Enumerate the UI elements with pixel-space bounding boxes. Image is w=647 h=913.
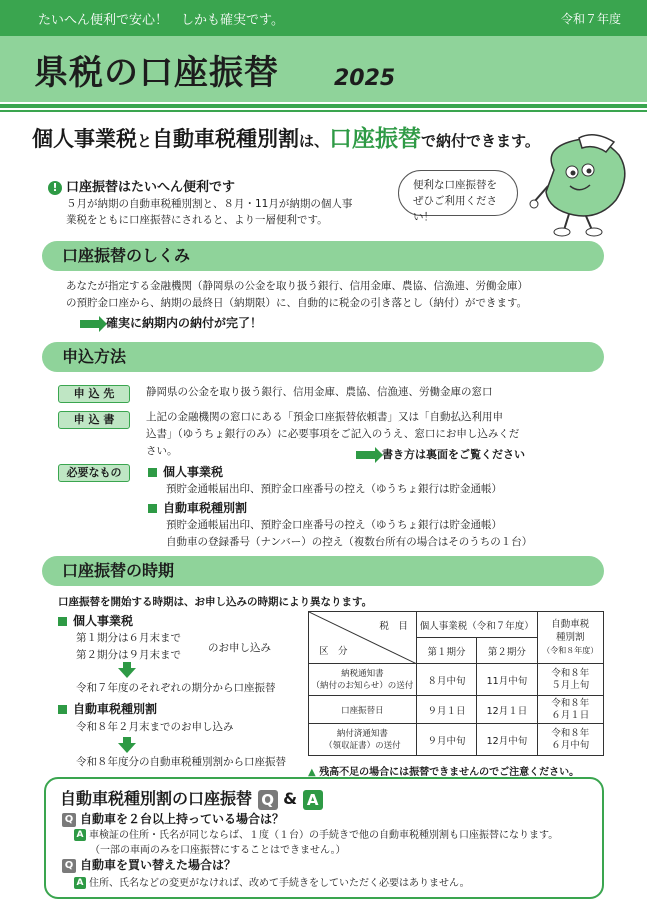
cell: ９月中旬 [416,724,476,756]
q-icon: Q [258,790,278,810]
need-car-line: 預貯金通帳届出印、預貯金口座番号の控え（ゆうちょ銀行は貯金通帳） [166,519,502,531]
mechanism-line: の預貯金口座から、納期の最終日（納期限）に、自動的に税金の引き落とし（納付）ができます。 [66,297,528,309]
cell-line: ６月中旬 [551,739,590,751]
a-icon: A [74,877,86,889]
timing-intro: 口座振替を開始する時期は、お申し込みの時期により異なります。 [58,596,373,608]
convenience-heading [48,176,235,195]
cell: ９月１日 [416,696,476,724]
form-note [356,446,525,462]
divider [0,110,647,112]
square-bullet-icon [58,705,67,714]
qa-amp: & [283,789,298,808]
cell [537,696,603,724]
square-bullet-icon [58,617,67,626]
warning-icon: ▲ [308,767,316,778]
headline-tail: で納付できます。 [421,132,540,150]
cell-line: 令和８年 [551,727,590,739]
square-bullet-icon [148,468,157,477]
form-line: 込書」（ゆうちょ銀行のみ）に必要事項をご記入のうえ、窓口にお申し込みくだ [146,428,520,440]
title-year: 2025 [334,66,396,91]
col-biz-p1: 第１期分 [416,638,476,664]
cell [537,664,603,696]
q-icon: Q [62,813,76,827]
down-arrow-icon [118,737,136,753]
convenience-heading-text: 口座振替はたいへん便利です [66,180,236,195]
timing-biz-result: 令和７年度のそれぞれの期分から口座振替 [76,682,276,694]
timing-biz-period: 第２期分は９月末まで [76,649,181,661]
need-car-lines [166,517,532,551]
timing-biz-title-text: 個人事業税 [73,614,134,628]
qa-a2 [74,874,470,889]
where-text: 静岡県の公金を取り扱う銀行、信用金庫、農協、信漁連、労働金庫の窓口 [146,386,493,398]
mechanism-body [66,278,528,312]
col-car-line: 自動車税 [551,619,590,630]
need-car-title-text: 自動車税種別割 [163,501,248,515]
convenience-line: ５月が納期の自動車税種別割と、８月・11月が納期の個人事 [66,198,353,210]
cell: 12月中旬 [477,724,537,756]
page-title: 県税の口座振替 [34,53,279,93]
a-icon: A [303,790,323,810]
col-car-line: （令和８年度） [542,646,599,655]
cell [537,724,603,756]
timing-car-result: 令和８年度分の自動車税種別割から口座振替 [76,756,286,768]
need-car-title [148,499,247,516]
timing-car-title [58,700,157,717]
need-biz-title-text: 個人事業税 [163,465,224,479]
row-label-line: 納付済通知書 [336,728,388,739]
down-arrow-icon [118,662,136,678]
cell-line: 令和８年 [551,697,590,709]
cell-line: 令和８年 [551,667,590,679]
row-label-line: （納付のお知らせ）の送付 [311,680,414,691]
qa-q2-text: 自動車を買い替えた場合は？ [80,858,237,872]
mechanism-line: あなたが指定する金融機関（静岡県の公金を取り扱う銀行、信用金庫、農協、信漁連、労働金庫） [66,280,528,292]
section-heading-timing: 口座振替の時期 [42,556,604,586]
timing-warning [308,763,579,778]
table-row [309,664,604,696]
row-label: 口座振替日 [309,696,417,724]
cell: 11月中旬 [477,664,537,696]
cell-line: ６月１日 [551,709,590,721]
corner-bottom-label: 区 分 [319,646,348,657]
row-label-line: 納税通知書 [341,668,384,679]
timing-car-title-text: 自動車税種別割 [73,702,158,716]
q-icon: Q [62,859,76,873]
tag-form: 申 込 書 [58,411,130,429]
need-biz-line: 預貯金通帳届出印、預貯金口座番号の控え（ゆうちょ銀行は貯金通帳） [166,483,502,495]
headline-conj: は、 [299,132,330,150]
qa-a1 [74,828,558,858]
timing-biz-periods [76,630,181,664]
qa-q2 [62,856,236,873]
qa-heading-text: 自動車税種別割の口座振替 [60,789,253,808]
top-banner [0,0,647,36]
divider [0,104,647,108]
timing-warning-text: 残高不足の場合には振替できませんのでご注意ください。 [319,767,580,778]
fiscal-year: 令和７年度 [560,12,621,26]
a-icon: A [74,829,86,841]
timing-biz-period: 第１期分は６月末まで [76,632,181,644]
mascot-illustration [524,130,636,240]
timing-car-deadline: 令和８年２月末までのお申し込み [76,721,234,733]
exclamation-icon: ! [48,181,62,195]
timing-biz-apply: のお申し込み [208,642,271,654]
bubble-line: ぜひご利用ください！ [413,195,497,223]
convenience-body [66,196,396,228]
timing-biz-title [58,612,133,629]
col-biz-p2: 第２期分 [477,638,537,664]
row-label [309,724,417,756]
qa-a1-line: （一部の車両のみを口座振替にすることはできません。） [90,845,346,856]
qa-heading [60,786,323,810]
mechanism-emphasis [80,314,262,331]
headline-biz-tax: 個人事業税 [32,127,137,151]
headline-car-tax: 自動車税種別割 [152,127,300,151]
form-line: 上記の金融機関の窓口にある「預金口座振替依頼書」又は「自動払込利用申 [146,411,503,423]
headline-conj: と [137,132,153,150]
qa-a2-text: 住所、氏名などの変更がなければ、改めて手続きをしていただく必要はありません。 [89,878,470,889]
schedule-table [308,611,604,756]
form-note-text: 書き方は裏面をご覧ください [382,448,525,461]
right-arrow-icon [80,320,100,328]
table-corner [309,612,417,664]
table-row [309,724,604,756]
right-arrow-icon [356,451,376,459]
cell: ８月中旬 [416,664,476,696]
corner-top-label: 税 目 [379,621,408,632]
section-heading-mechanism: 口座振替のしくみ [42,241,604,271]
convenience-line: 業税をともに口座振替にされると、より一層便利です。 [66,214,328,226]
cell-line: ５月上旬 [551,679,590,691]
headline [32,120,540,153]
cell: 12月１日 [477,696,537,724]
form-line: さい。 [146,445,178,457]
row-label [309,664,417,696]
square-bullet-icon [148,504,157,513]
row-label-line: （領収証書）の送付 [324,740,401,751]
need-car-line: 自動車の登録番号（ナンバー）の控え（複数台所有の場合はそのうちの１台） [166,536,533,548]
tag-where: 申 込 先 [58,385,130,403]
qa-a1-line: 車検証の住所・氏名が同じならば、１度（１台）の手続きで他の自動車税種別割も口座振替になります。 [89,830,559,841]
headline-transfer: 口座振替 [329,126,422,152]
speech-bubble [398,170,518,223]
section-heading-apply: 申込方法 [42,342,604,372]
col-car-line: 種別割 [556,632,585,643]
col-biz-header: 個人事業税（令和７年度） [416,612,537,638]
table-row [309,696,604,724]
need-biz-title [148,463,223,480]
tag-needed: 必要なもの [58,464,130,482]
col-car-header [537,612,603,664]
qa-q1 [62,810,284,827]
tagline: たいへん便利で安心！ しかも確実です。 [38,13,284,28]
qa-q1-text: 自動車を２台以上持っている場合は？ [80,812,285,826]
bubble-line: 便利な口座振替を [413,179,497,191]
mechanism-emphasis-text: 確実に納期内の納付が完了！ [106,316,263,330]
